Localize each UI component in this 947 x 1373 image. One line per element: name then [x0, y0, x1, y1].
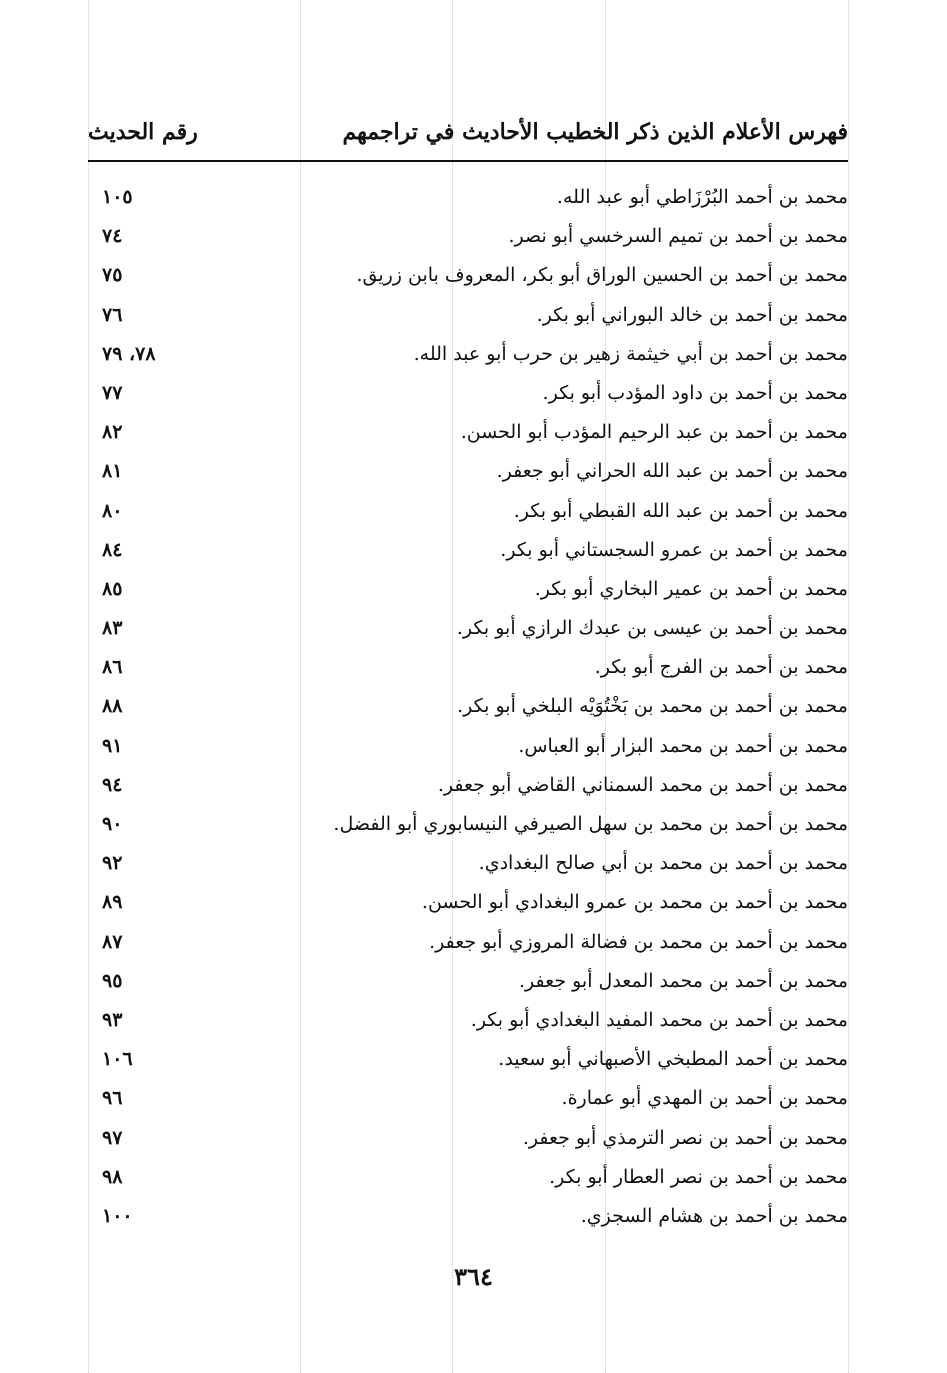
entry-hadith-number: ٨٩ — [102, 891, 123, 914]
index-entry — [88, 1160, 848, 1199]
index-entry — [88, 1199, 848, 1238]
index-entry — [88, 1121, 848, 1160]
entry-name: محمد بن أحمد بن محمد البزار أبو العباس. — [518, 734, 848, 757]
entry-hadith-number: ٧٨، ٧٩ — [102, 342, 156, 365]
index-entry — [88, 1042, 848, 1081]
entry-name: محمد بن أحمد بن محمد المفيد البغدادي أبو بكر. — [470, 1008, 848, 1031]
entry-hadith-number: ٨٨ — [102, 695, 123, 718]
index-entry — [88, 298, 848, 337]
index-entry — [88, 572, 848, 611]
entry-hadith-number: ٩٦ — [102, 1087, 123, 1110]
entry-name: محمد بن أحمد بن عبد الله الحراني أبو جعفر. — [496, 460, 848, 483]
entry-name: محمد بن أحمد بن تميم السرخسي أبو نصر. — [508, 225, 848, 248]
entry-hadith-number: ٩٢ — [102, 852, 123, 875]
index-entry — [88, 729, 848, 768]
entry-name: محمد بن أحمد بن محمد بن أبي صالح البغدادي. — [478, 852, 848, 875]
entry-hadith-number: ٧٥ — [102, 264, 123, 287]
index-entry — [88, 415, 848, 454]
entry-name: محمد بن أحمد بن محمد بن سهل الصيرفي النيسابوري أبو الفضل. — [333, 813, 848, 835]
index-entries — [88, 180, 848, 1238]
column-header-hadith-number: رقم الحديث — [88, 119, 198, 145]
entry-name: محمد بن أحمد بن الحسين الوراق أبو بكر، المعروف بابن زريق. — [356, 264, 848, 287]
entry-name: محمد بن أحمد بن عيسى بن عبدك الرازي أبو بكر. — [456, 617, 848, 640]
index-entry — [88, 180, 848, 219]
entry-name: محمد بن أحمد بن نصر الترمذي أبو جعفر. — [522, 1126, 848, 1149]
entry-name: محمد بن أحمد بن داود المؤدب أبو بكر. — [542, 381, 848, 404]
entry-name: محمد بن أحمد بن عبد الله القبطي أبو بكر. — [513, 499, 848, 522]
entry-hadith-number: ٨٢ — [102, 421, 123, 444]
index-entry — [88, 258, 848, 297]
entry-hadith-number: ٧٤ — [102, 225, 123, 248]
entry-hadith-number: ٩٤ — [102, 773, 123, 796]
entry-hadith-number: ٨٠ — [102, 499, 123, 522]
index-entry — [88, 376, 848, 415]
entry-name: محمد بن أحمد بن محمد المعدل أبو جعفر. — [519, 969, 848, 992]
index-entry — [88, 494, 848, 533]
page-header — [88, 115, 848, 155]
index-entry — [88, 533, 848, 572]
index-entry — [88, 846, 848, 885]
entry-hadith-number: ٩٠ — [102, 813, 123, 835]
entry-hadith-number: ٨١ — [102, 460, 123, 483]
entry-hadith-number: ٩٥ — [102, 969, 123, 992]
index-entry — [88, 768, 848, 807]
index-entry — [88, 454, 848, 493]
header-rule — [88, 160, 848, 162]
entry-name: محمد بن أحمد المطبخي الأصبهاني أبو سعيد. — [498, 1048, 848, 1071]
page-number: ٣٦٤ — [454, 1262, 493, 1291]
entry-hadith-number: ٩٧ — [102, 1126, 123, 1149]
entry-hadith-number: ٩٣ — [102, 1008, 123, 1031]
entry-hadith-number: ٧٦ — [102, 303, 123, 326]
entry-name: محمد بن أحمد بن محمد بن عمرو البغدادي أبو الحسن. — [421, 891, 848, 914]
index-entry — [88, 885, 848, 924]
entry-name: محمد بن أحمد بن عمير البخاري أبو بكر. — [534, 577, 848, 600]
index-entry — [88, 1081, 848, 1120]
index-entry — [88, 1003, 848, 1042]
index-entry — [88, 611, 848, 650]
entry-name: محمد بن أحمد بن محمد بن بَخْتُوَيْه البلخي أبو بكر. — [457, 695, 848, 718]
index-entry — [88, 219, 848, 258]
entry-name: محمد بن أحمد البُرْزَاطي أبو عبد الله. — [556, 186, 848, 208]
entry-hadith-number: ١٠٠ — [102, 1204, 133, 1227]
entry-name: محمد بن أحمد بن خالد البوراني أبو بكر. — [536, 303, 848, 326]
entry-name: محمد بن أحمد بن محمد بن فضالة المروزي أبو جعفر. — [429, 930, 848, 953]
page-title: فهرس الأعلام الذين ذكر الخطيب الأحاديث في تراجمهم — [342, 119, 848, 145]
entry-hadith-number: ٨٣ — [102, 617, 123, 640]
entry-name: محمد بن أحمد بن نصر العطار أبو بكر. — [549, 1165, 848, 1188]
entry-name: محمد بن أحمد بن محمد السمناني القاضي أبو جعفر. — [437, 773, 848, 796]
entry-name: محمد بن أحمد بن أبي خيثمة زهير بن حرب أبو عبد الله. — [413, 342, 848, 365]
scan-guide-line — [848, 0, 849, 1373]
entry-hadith-number: ٨٦ — [102, 656, 123, 679]
entry-name: محمد بن أحمد بن هشام السجزي. — [580, 1204, 848, 1227]
entry-hadith-number: ٨٧ — [102, 930, 123, 953]
index-entry — [88, 650, 848, 689]
entry-hadith-number: ١٠٦ — [102, 1048, 133, 1071]
entry-name: محمد بن أحمد بن الفرج أبو بكر. — [594, 656, 848, 679]
entry-name: محمد بن أحمد بن عمرو السجستاني أبو بكر. — [500, 538, 848, 561]
index-entry — [88, 925, 848, 964]
entry-name: محمد بن أحمد بن المهدي أبو عمارة. — [561, 1087, 848, 1110]
index-entry — [88, 689, 848, 728]
entry-hadith-number: ٧٧ — [102, 381, 123, 404]
index-entry — [88, 964, 848, 1003]
entry-hadith-number: ٩١ — [102, 734, 123, 757]
entry-hadith-number: ٨٤ — [102, 538, 123, 561]
entry-hadith-number: ٩٨ — [102, 1165, 123, 1188]
entry-hadith-number: ٨٥ — [102, 577, 123, 600]
index-entry — [88, 807, 848, 846]
entry-hadith-number: ١٠٥ — [102, 186, 133, 208]
entry-name: محمد بن أحمد بن عبد الرحيم المؤدب أبو الحسن. — [460, 421, 848, 444]
index-entry — [88, 337, 848, 376]
